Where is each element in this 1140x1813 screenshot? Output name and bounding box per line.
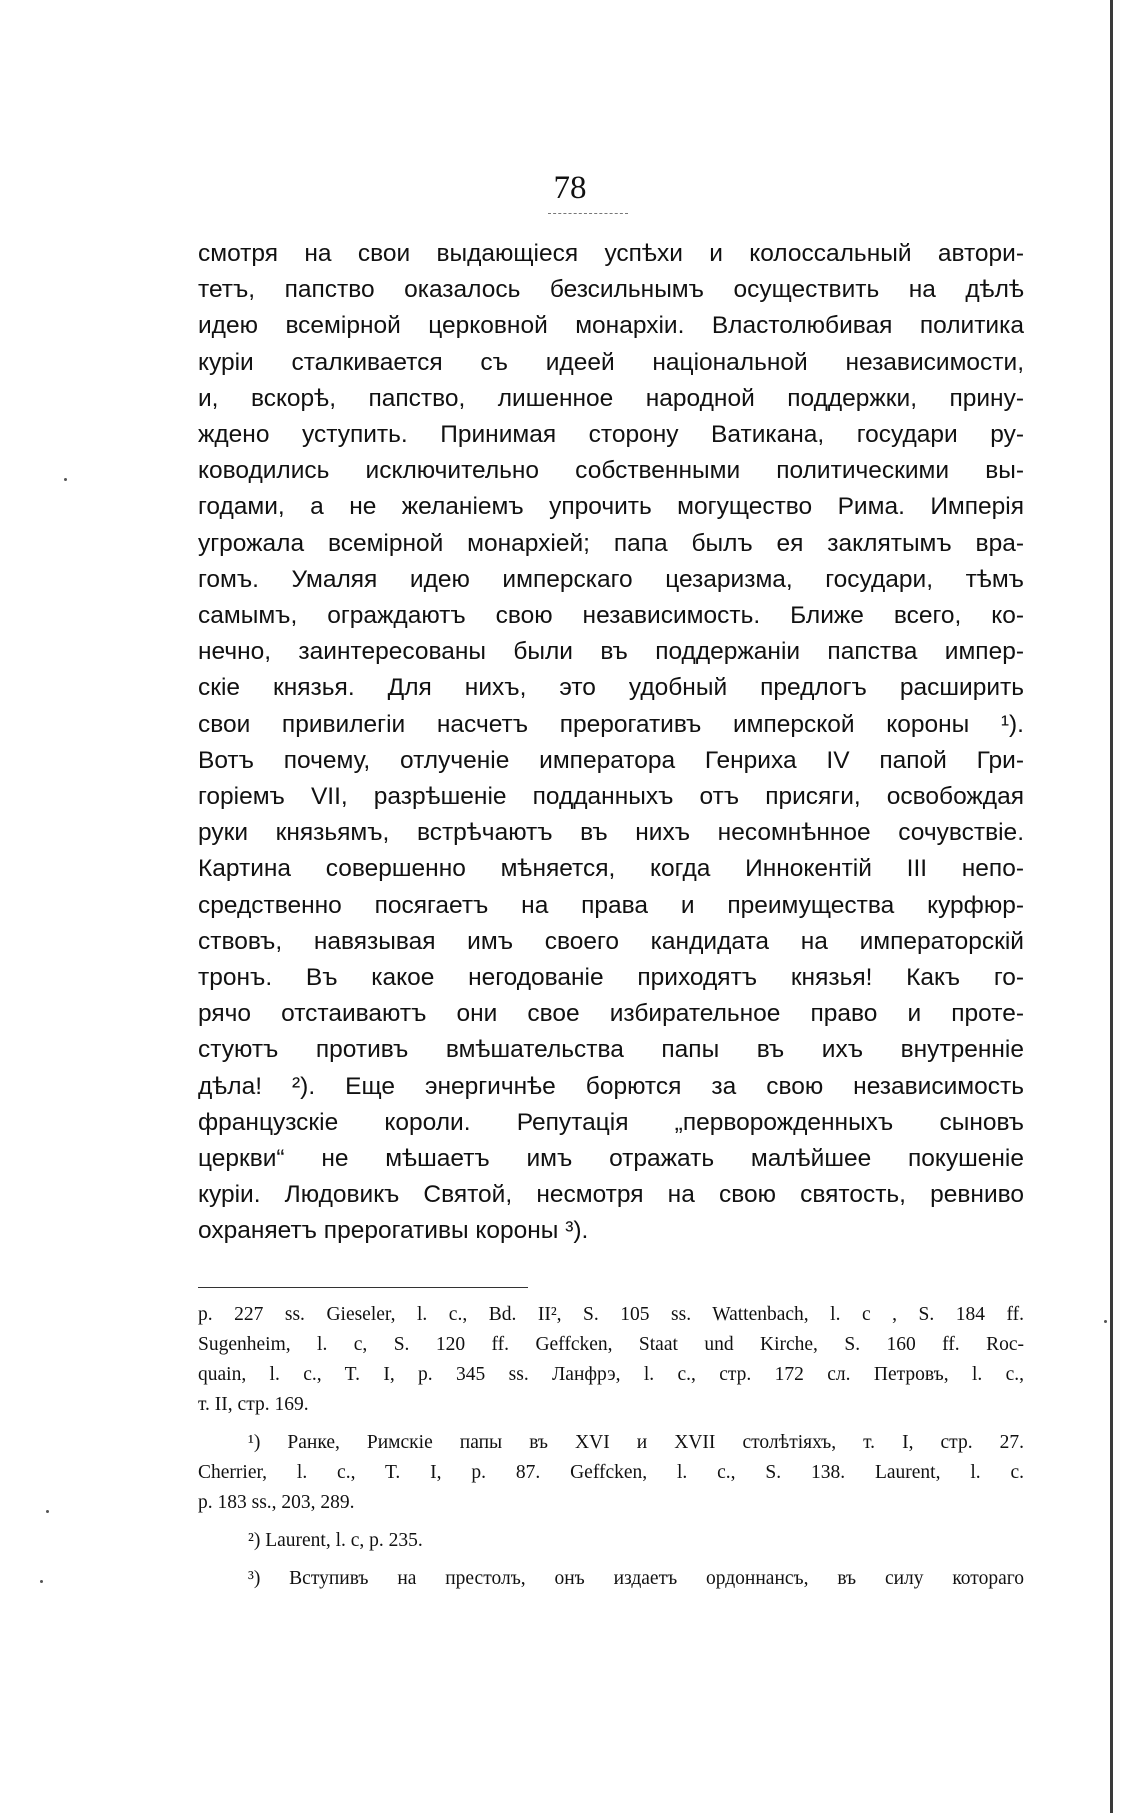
footnote-line: ²) Laurent, l. c, p. 235. xyxy=(248,1530,423,1551)
footnote-line: ³) Вступивъ на престолъ, онъ издаетъ ордоннансъ, въ силу котораго xyxy=(248,1568,1024,1589)
body-text xyxy=(198,236,1024,1250)
body-text-line: смотря на свои выдающіеся успѣхи и колоссальный автори- xyxy=(198,240,1024,267)
footnote-line: т. II, стр. 169. xyxy=(198,1394,309,1415)
body-text-line: угрожала всемірной монархіей; папа былъ ея заклятымъ вра- xyxy=(198,529,1024,557)
footnote-line: p. 227 ss. Gieseler, l. c., Bd. II², S. 105 ss. Wattenbach, l. c , S. 184 ff. xyxy=(198,1304,1024,1325)
body-text-line: самымъ, ограждаютъ свою независимость. Ближе всего, ко- xyxy=(198,602,1024,630)
stray-mark xyxy=(46,1510,49,1513)
body-text-line: нечно, заинтересованы были въ поддержаніи папства импер- xyxy=(198,638,1024,666)
body-text-line: церкви“ не мѣшаетъ имъ отражать малѣйшее покушеніе xyxy=(198,1145,1024,1173)
footnote-line: Cherrier, l. c., T. I, p. 87. Geffcken, l. c., S. 138. Laurent, l. c. xyxy=(198,1462,1024,1483)
body-text-line: куріи сталкивается съ идеей національной независимости, xyxy=(198,348,1024,376)
body-text-line: стуютъ противъ вмѣшательства папы въ ихъ внутренніе xyxy=(198,1036,1024,1064)
footnote-line: Sugenheim, l. c, S. 120 ff. Geffcken, Staat und Kirche, S. 160 ff. Roc- xyxy=(198,1334,1024,1355)
body-text-line: ствовъ, навязывая имъ своего кандидата на императорскій xyxy=(198,927,1024,955)
body-text-line: тетъ, папство оказалось безсильнымъ осуществить на дѣлѣ xyxy=(198,276,1024,304)
footnote-rule xyxy=(198,1287,528,1288)
body-text-line: средственно посягаетъ на права и преимущества курфюр- xyxy=(198,891,1024,919)
stray-mark xyxy=(40,1580,43,1583)
body-text-line: ководились исключительно собственными политическими вы- xyxy=(198,457,1024,485)
footnote-1 xyxy=(198,1428,1024,1518)
body-text-line: горіемъ VII, разрѣшеніе подданныхъ отъ присяги, освобождая xyxy=(198,783,1024,811)
page-number: 78 xyxy=(553,170,587,206)
footnote-line: quain, l. c., T. I, p. 345 ss. Ланфрэ, l. c., стр. 172 сл. Петровъ, l. c., xyxy=(198,1364,1024,1385)
footnote-line: ¹) Ранке, Римскіе папы въ XVI и XVII столѣтіяхъ, т. I, стр. 27. xyxy=(248,1432,1024,1453)
body-text-line: французскіе короли. Репутація „перворожденныхъ сыновъ xyxy=(198,1108,1024,1136)
footnote-continuation xyxy=(198,1300,1024,1420)
body-text-line: идею всемірной церковной монархіи. Властолюбивая политика xyxy=(198,312,1024,340)
body-text-line: тронъ. Въ какое негодованіе приходятъ князья! Какъ го- xyxy=(198,964,1024,992)
body-text-line: скіе князья. Для нихъ, это удобный предлогъ расширить xyxy=(198,674,1024,702)
body-text-line: охраняетъ прерогативы короны ³). xyxy=(198,1217,589,1245)
body-text-line: ждено уступить. Принимая сторону Ватикана, государи ру- xyxy=(198,421,1024,449)
body-text-line: Вотъ почему, отлученіе императора Генриха IV папой Гри- xyxy=(198,746,1024,774)
page-edge-border xyxy=(1110,0,1113,1813)
body-text-line: и, вскорѣ, папство, лишенное народной поддержки, прину- xyxy=(198,384,1024,412)
body-text-line: годами, а не желаніемъ упрочить могущество Рима. Имперія xyxy=(198,493,1024,521)
stray-mark xyxy=(1104,1320,1107,1323)
body-text-line: Картина совершенно мѣняется, когда Иннокентій III непо- xyxy=(198,855,1024,883)
body-text-line: свои привилегіи насчетъ прерогативъ имперской короны ¹). xyxy=(198,710,1024,738)
footnote-line: p. 183 ss., 203, 289. xyxy=(198,1492,355,1513)
body-text-line: гомъ. Умаляя идею имперскаго цезаризма, государи, тѣмъ xyxy=(198,565,1024,593)
body-text-line: дѣла! ²). Еще энергичнѣе борются за свою независимость xyxy=(198,1072,1024,1100)
body-text-line: куріи. Людовикъ Святой, несмотря на свою святость, ревниво xyxy=(198,1181,1024,1209)
body-text-line: руки князьямъ, встрѣчаютъ въ нихъ несомнѣнное сочувствіе. xyxy=(198,819,1024,847)
stray-mark xyxy=(64,478,67,481)
page-number-rule xyxy=(548,213,628,214)
body-text-line: рячо отстаиваютъ они свое избирательное право и проте- xyxy=(198,1000,1024,1028)
footnote-3 xyxy=(198,1564,1024,1594)
footnote-2 xyxy=(198,1526,1024,1556)
footnotes xyxy=(198,1300,1024,1602)
